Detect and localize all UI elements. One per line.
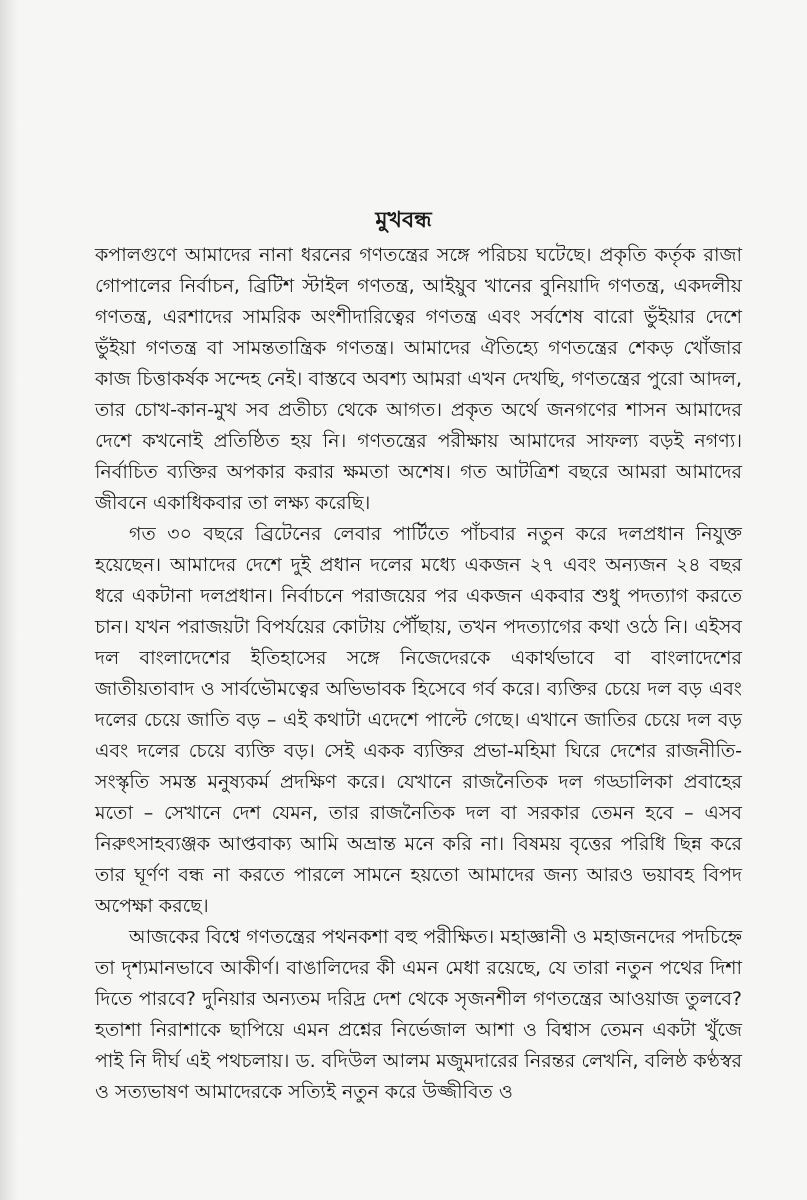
paragraph-1: কপালগুণে আমাদের নানা ধরনের গণতন্ত্রের সঙ্গে পরিচয় ঘটেছে। প্রকৃতি কর্তৃক রাজা গোপালের নির্বাচন, ব্রিটিশ স্টাইল গণতন্ত্র, আইয়ুব খানের বুনিয়াদি গণতন্ত্র, একদলীয় গণতন্ত্র, এরশাদের সামরিক অংশীদারিত্বের গণতন্ত্র এবং সর্বশেষ বারো ভুঁইয়ার দেশে ভুঁইয়া গণতন্ত্র বা সামন্ততান্ত্রিক গণতন্ত্র। আমাদের ঐতিহ্যে গণতন্ত্রের শেকড় খোঁজার কাজ চিত্তাকর্ষক সন্দেহ নেই। বাস্তবে অবশ্য আমরা এখন দেখছি, গণতন্ত্রের পুরো আদল, তার চোখ-কান-মুখ সব প্রতীচ্য থেকে আগত। প্রকৃত অর্থে জনগণের শাসন আমাদের দেশে কখনোই প্রতিষ্ঠিত হয় নি। গণতন্ত্রের পরীক্ষায় আমাদের সাফল্য বড়ই নগণ্য। নির্বাচিত ব্যক্তির অপকার করার ক্ষমতা অশেষ। গত আটত্রিশ বছরে আমরা আমাদের জীবনে একাধিকবার তা লক্ষ্য করেছি।: [95, 244, 742, 514]
page-title: মুখবন্ধ: [375, 208, 432, 233]
body-text: [95, 240, 742, 1108]
paragraph-3: আজকের বিশ্বে গণতন্ত্রের পথনকশা বহু পরীক্ষিত। মহাজ্ঞানী ও মহাজনদের পদচিহ্নে তা দৃশ্যমানভাবে আকীর্ণ। বাঙালিদের কী এমন মেধা রয়েছে, যে তারা নতুন পথের দিশা দিতে পারবে? দুনিয়ার অন্যতম দরিদ্র দেশ থেকে সৃজনশীল গণতন্ত্রের আওয়াজ তুলবে? হতাশা নিরাশাকে ছাপিয়ে এমন প্রশ্নের নির্ভেজাল আশা ও বিশ্বাস তেমন একটা খুঁজে পাই নি দীর্ঘ এই পথচলায়। ড. বদিউল আলম মজুমদারের নিরন্তর লেখনি, বলিষ্ঠ কণ্ঠস্বর ও সত্যভাষণ আমাদেরকে সত্যিই নতুন করে উজ্জীবিত ও: [95, 926, 742, 1103]
page-spine-shadow: [0, 0, 18, 1200]
paragraph-2: গত ৩০ বছরে ব্রিটেনের লেবার পার্টিতে পাঁচবার নতুন করে দলপ্রধান নিযুক্ত হয়েছেন। আমাদের দেশে দুই প্রধান দলের মধ্যে একজন ২৭ এবং অন্যজন ২৪ বছর ধরে একটানা দলপ্রধান। নির্বাচনে পরাজয়ের পর একজন একবার শুধু পদত্যাগ করতে চান। যখন পরাজয়টা বিপর্যয়ের কোটায় পৌঁছায়, তখন পদত্যাগের কথা ওঠে নি। এইসব দল বাংলাদেশের ইতিহাসের সঙ্গে নিজেদেরকে একার্থভাবে বা বাংলাদেশের জাতীয়তাবাদ ও সার্বভৌমত্বের অভিভাবক হিসেবে গর্ব করে। ব্যক্তির চেয়ে দল বড় এবং দলের চেয়ে জাতি বড় – এই কথাটা এদেশে পাল্টে গেছে। এখানে জাতির চেয়ে দল বড় এবং দলের চেয়ে ব্যক্তি বড়। সেই একক ব্যক্তির প্রভা-মহিমা ঘিরে দেশের রাজনীতি-সংস্কৃতি সমস্ত মনুষ্যকর্ম প্রদক্ষিণ করে। যেখানে রাজনৈতিক দল গড্ডালিকা প্রবাহের মতো – সেখানে দেশ যেমন, তার রাজনৈতিক দল বা সরকার তেমন হবে – এসব নিরুৎসাহব্যঞ্জক আপ্তবাক্য আমি অভ্রান্ত মনে করি না। বিষময় বৃত্তের পরিধি ছিন্ন করে তার ঘূর্ণণ বন্ধ না করতে পারলে সামনে হয়তো আমাদের জন্য আরও ভয়াবহ বিপদ অপেক্ষা করছে।: [95, 523, 742, 917]
